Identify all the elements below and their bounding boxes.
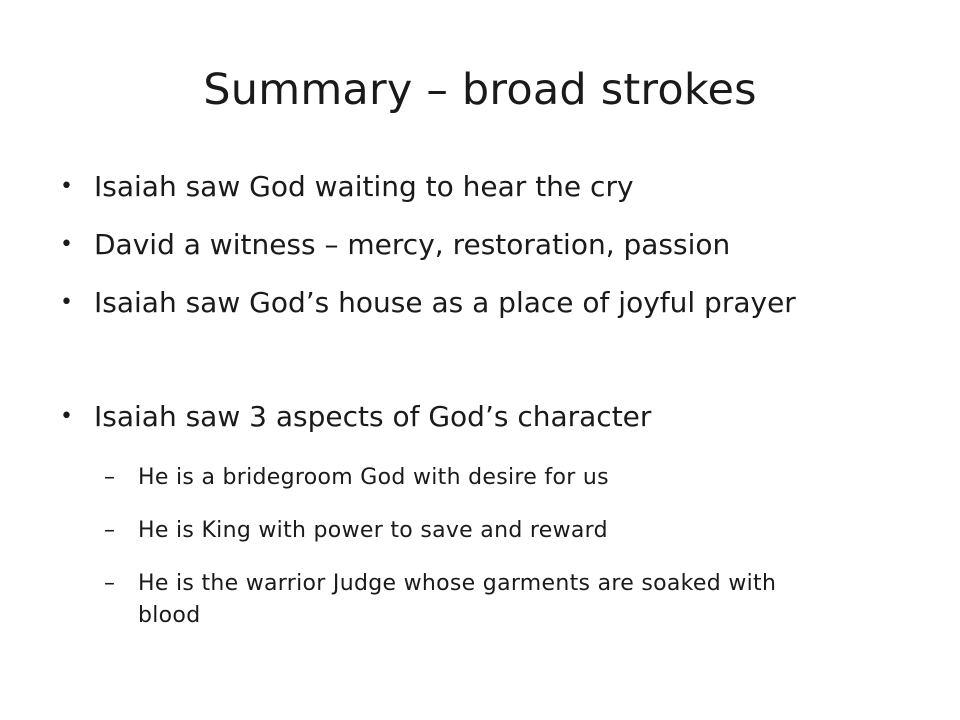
bullet-marker: •: [60, 404, 73, 429]
sub-bullet-item-3: [104, 568, 804, 632]
sub-bullet-text: He is the warrior Judge whose garments are soaked with blood: [138, 571, 777, 628]
bullet-item-4: [60, 398, 880, 436]
sub-bullet-text: He is King with power to save and reward: [138, 518, 608, 543]
sub-bullet-marker: –: [104, 571, 116, 596]
bullet-marker: •: [60, 174, 73, 199]
sub-bullet-text: He is a bridegroom God with desire for us: [138, 465, 609, 490]
bullet-item-1: [60, 168, 880, 206]
bullet-text: Isaiah saw God’s house as a place of joyful prayer: [94, 286, 796, 319]
sub-bullet-marker: –: [104, 518, 116, 543]
sub-bullet-item-1: [104, 462, 864, 494]
bullet-marker: •: [60, 232, 73, 257]
sub-bullet-item-2: [104, 515, 864, 547]
bullet-text: David a witness – mercy, restoration, passion: [94, 228, 731, 261]
bullet-text: Isaiah saw 3 aspects of God’s character: [94, 400, 652, 433]
bullet-marker: •: [60, 290, 73, 315]
bullet-text: Isaiah saw God waiting to hear the cry: [94, 170, 634, 203]
sub-bullet-marker: –: [104, 465, 116, 490]
bullet-item-2: [60, 226, 880, 264]
bullet-item-3: [60, 284, 840, 322]
slide-title: Summary – broad strokes: [203, 65, 757, 115]
